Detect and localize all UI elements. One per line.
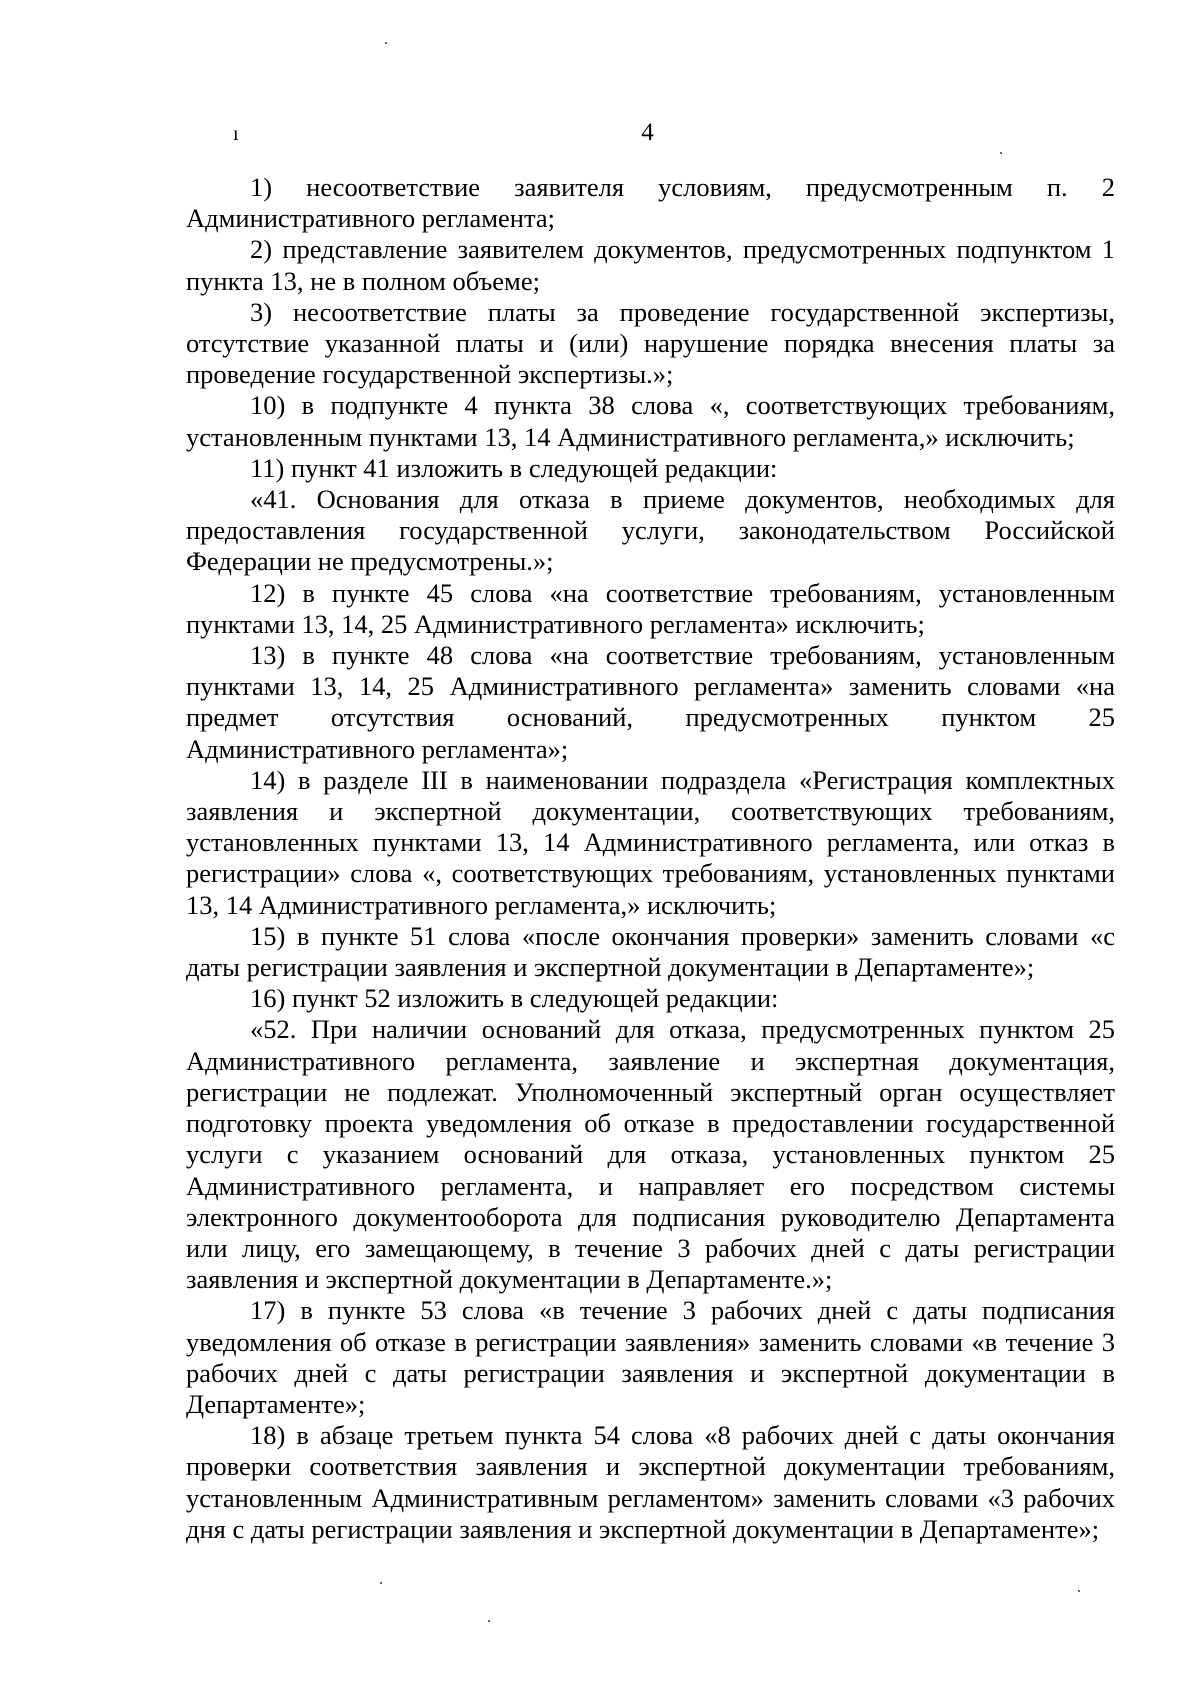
paragraph-item-12: 12) в пункте 45 слова «на соответствие требованиям, установленным пунктами 13, 14, 25 Административного регламента» исключить;: [186, 577, 1115, 639]
paragraph-item-18: 18) в абзаце третьем пункта 54 слова «8 рабочих дней с даты окончания проверки соответствия заявления и экспертной документации требованиям, установленным Административным регламентом» заменить словами «3 рабочих дня с даты регистрации заявления и экспертной документации в Департаменте»;: [186, 1420, 1115, 1544]
paragraph-item-15: 15) в пункте 51 слова «после окончания проверки» заменить словами «с даты регистрации заявления и экспертной документации в Департаменте»;: [186, 920, 1115, 983]
paragraph-item-13: 13) в пункте 48 слова «на соответствие требованиям, установленным пунктами 13, 14, 25 Административного регламента» заменить словами «на предмет отсутствия оснований, предусмотренных пунктом 25 Административного регламента»;: [186, 640, 1115, 764]
scan-speck: [1078, 1590, 1080, 1592]
paragraph-item-2: 2) представление заявителем документов, предусмотренных подпунктом 1 пункта 13, не в полном объеме;: [186, 234, 1115, 296]
paragraph-item-1: 1) несоответствие заявителя условиям, предусмотренным п. 2 Административного регламента;: [186, 172, 1115, 234]
page-number: 4: [641, 119, 654, 146]
paragraph-item-3: 3) несоответствие платы за проведение государственной экспертизы, отсутствие указанной платы и (или) нарушение порядка внесения платы за проведение государственной экспертизы.»;: [186, 296, 1115, 390]
scan-speck: [1000, 152, 1002, 154]
scan-speck: [380, 1582, 382, 1584]
scan-speck: [385, 42, 387, 44]
stray-mark: ı: [233, 123, 239, 145]
scan-speck: [488, 1620, 490, 1622]
document-body: [186, 172, 1115, 1545]
paragraph-point-52: «52. При наличии оснований для отказа, предусмотренных пунктом 25 Административного регламента, заявление и экспертная документация, регистрации не подлежат. Уполномоченный экспертный орган осуществляет подготовку проекта уведомления об отказе в предоставлении государственной услуги с указанием оснований для отказа, установленных пунктом 25 Административного регламента, и направляет его посредством системы электронного документооборота для подписания руководителю Департамента или лицу, его замещающему, в течение 3 рабочих дней с даты регистрации заявления и экспертной документации в Департаменте.»;: [186, 1014, 1115, 1295]
paragraph-item-16: 16) пункт 52 изложить в следующей редакции:: [250, 983, 779, 1014]
paragraph-point-41: «41. Основания для отказа в приеме документов, необходимых для предоставления государственной услуги, законодательством Российской Федерации не предусмотрены.»;: [186, 484, 1115, 577]
paragraph-item-14: 14) в разделе III в наименовании подраздела «Регистрация комплектных заявления и экспертной документации, соответствующих требованиям, установленных пунктами 13, 14 Административного регламента, или отказ в регистрации» слова «, соответствующих требованиям, установленных пунктами 13, 14 Административного регламента,» исключить;: [186, 764, 1115, 920]
paragraph-item-17: 17) в пункте 53 слова «в течение 3 рабочих дней с даты подписания уведомления об отказе в регистрации заявления» заменить словами «в течение 3 рабочих дней с даты регистрации заявления и экспертной документации в Департаменте»;: [186, 1295, 1115, 1419]
paragraph-item-10: 10) в подпункте 4 пункта 38 слова «, соответствующих требованиям, установленным пунктами 13, 14 Административного регламента,» исключить;: [186, 390, 1115, 452]
paragraph-item-11: 11) пункт 41 изложить в следующей редакции:: [250, 452, 778, 483]
